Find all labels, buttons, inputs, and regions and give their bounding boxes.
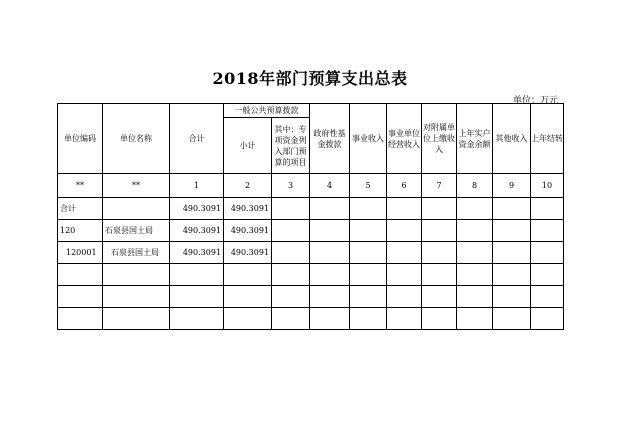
header-total: 合计: [170, 104, 224, 174]
header-business-income: 事业收入: [350, 104, 387, 174]
row-name: 石泉县国土局: [103, 220, 170, 242]
row-subtotal: 490.3091: [224, 198, 272, 220]
header-operating-income: 事业单位经营收入: [387, 104, 422, 174]
index-cell: **: [103, 174, 170, 198]
index-cell: **: [58, 174, 103, 198]
index-cell: 4: [310, 174, 350, 198]
index-cell: 5: [350, 174, 387, 198]
header-subtotal: 小计: [224, 118, 272, 174]
index-cell: 10: [531, 174, 564, 198]
table-row: [58, 220, 564, 242]
row-code: 120001: [58, 242, 103, 264]
unit-label: 单位：万元: [512, 96, 558, 106]
table-row: [58, 242, 564, 264]
row-name: [103, 198, 170, 220]
index-cell: 8: [457, 174, 493, 198]
header-row-1: [58, 104, 564, 118]
index-cell: 1: [170, 174, 224, 198]
header-carryover: 上年结转: [531, 104, 564, 174]
index-cell: 9: [493, 174, 531, 198]
table-row-empty: [58, 264, 564, 286]
budget-table: [57, 103, 564, 330]
index-cell: 7: [422, 174, 457, 198]
index-cell: 3: [272, 174, 310, 198]
header-unit-code: 单位编码: [58, 104, 103, 174]
header-affiliated-income: 对附属单位上缴收入: [422, 104, 457, 174]
index-row: [58, 174, 564, 198]
row-total: 490.3091: [170, 220, 224, 242]
row-total: 490.3091: [170, 242, 224, 264]
header-general-public: 一般公共预算拨款: [224, 104, 310, 118]
header-prior-year-funds: 上年实户资金余额: [457, 104, 493, 174]
index-cell: 2: [224, 174, 272, 198]
row-name: 石泉县国土局: [103, 242, 170, 264]
header-other-income: 其他收入: [493, 104, 531, 174]
header-gov-fund: 政府性基金拨款: [310, 104, 350, 174]
index-cell: 6: [387, 174, 422, 198]
header-special-funds: 其中：专项资金列入部门预算的项目: [272, 118, 310, 174]
table-row-empty: [58, 308, 564, 330]
row-subtotal: 490.3091: [224, 220, 272, 242]
row-code: 120: [58, 220, 103, 242]
header-unit-name: 单位名称: [103, 104, 170, 174]
page-title: 2018年部门预算支出总表: [212, 69, 408, 88]
row-code: 合计: [58, 198, 103, 220]
row-total: 490.3091: [170, 198, 224, 220]
row-subtotal: 490.3091: [224, 242, 272, 264]
table-row-empty: [58, 286, 564, 308]
table-row: [58, 198, 564, 220]
